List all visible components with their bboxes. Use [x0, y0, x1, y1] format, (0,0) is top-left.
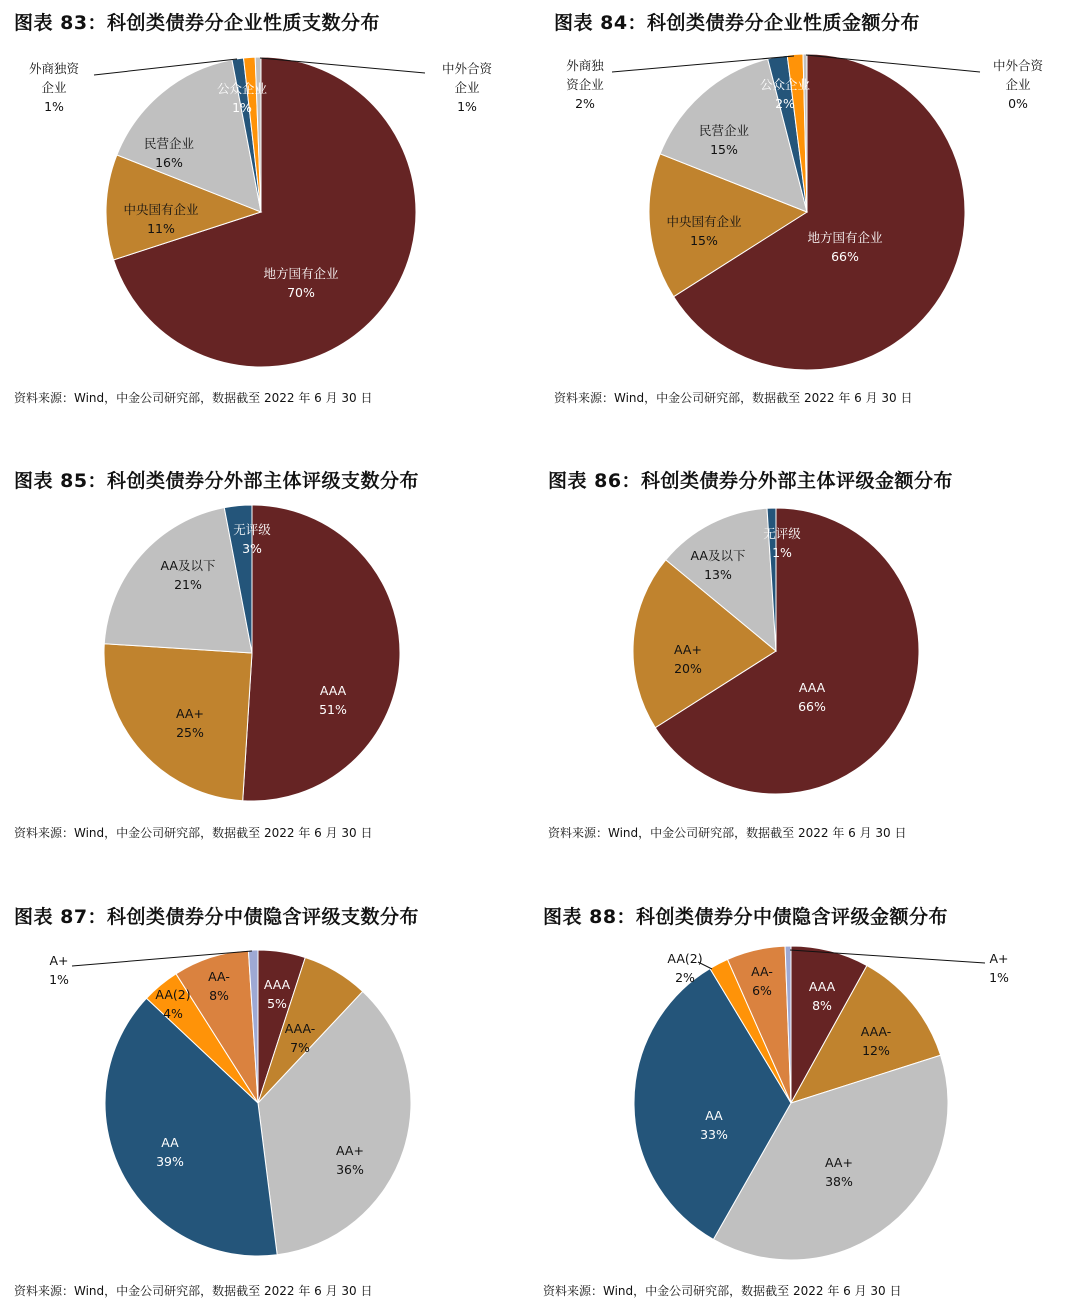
chart-source: 资料来源：Wind，中金公司研究部，数据截至 2022 年 6 月 30 日: [543, 1284, 902, 1298]
pie-chart-5: [634, 946, 1009, 1260]
slice-label: 中外合资企业 0%: [992, 58, 1044, 111]
slice-label: AA-6%: [751, 964, 773, 998]
slice-label: 外商独资企业 2%: [566, 58, 604, 111]
slice-label: AA(2) 2%: [667, 951, 703, 985]
slice-label: 公众企业 1%: [216, 81, 268, 115]
slice-label: 中外合资企业 1%: [441, 61, 493, 114]
chart-title: 图表 84：科创类债券分企业性质金额分布: [554, 12, 921, 34]
pie-slice: [243, 505, 400, 801]
pie-chart-4: [49, 950, 411, 1256]
chart-title: 图表 88：科创类债券分中债隐含评级金额分布: [543, 906, 949, 928]
chart-title: 图表 86：科创类债券分外部主体评级金额分布: [548, 470, 954, 492]
slice-label: 中央国有企业 15%: [666, 214, 742, 248]
chart-source: 资料来源：Wind，中金公司研究部，数据截至 2022 年 6 月 30 日: [14, 1284, 373, 1298]
slice-label: 公众企业 2%: [759, 77, 811, 111]
slice-label: 民营企业 16%: [143, 136, 195, 170]
chart-source: 资料来源：Wind，中金公司研究部，数据截至 2022 年 6 月 30 日: [14, 826, 373, 840]
slice-label: AA+ 25%: [176, 706, 204, 740]
slice-label: 地方国有企业 66%: [807, 230, 883, 264]
chart-source: 资料来源：Wind，中金公司研究部，数据截至 2022 年 6 月 30 日: [14, 391, 373, 405]
slice-label: AAA 8%: [808, 979, 836, 1013]
chart-title: 图表 87：科创类债券分中债隐含评级支数分布: [14, 906, 420, 928]
slice-label: A+ 1%: [989, 951, 1009, 985]
slice-label: A+ 1%: [49, 953, 69, 987]
slice-label: 无评级 1%: [763, 526, 801, 560]
slice-label: 中央国有企业 11%: [123, 202, 199, 236]
slice-label: AA+ 38%: [825, 1155, 853, 1189]
slice-label: 地方国有企业 70%: [263, 266, 339, 300]
slice-label: AA 33%: [700, 1108, 728, 1142]
pie-chart-1: [566, 54, 1043, 370]
slice-label: AAA-12%: [860, 1024, 892, 1058]
chart-source: 资料来源：Wind，中金公司研究部，数据截至 2022 年 6 月 30 日: [554, 391, 913, 405]
slice-label: 民营企业 15%: [698, 123, 750, 157]
slice-label: AA及以下 13%: [690, 548, 746, 582]
chart-source: 资料来源：Wind，中金公司研究部，数据截至 2022 年 6 月 30 日: [548, 826, 907, 840]
chart-title: 图表 85：科创类债券分外部主体评级支数分布: [14, 470, 420, 492]
slice-label: 无评级 3%: [233, 522, 271, 556]
slice-label: AA+ 20%: [674, 642, 702, 676]
slice-label: AA+ 36%: [336, 1143, 364, 1177]
slice-label: AAA 51%: [319, 683, 347, 717]
pie-chart-3: [633, 508, 919, 794]
pie-chart-0: [29, 57, 493, 367]
pie-slice: [104, 644, 252, 801]
slice-label: AA-8%: [208, 969, 230, 1003]
slice-label: AA 39%: [156, 1135, 184, 1169]
slice-label: AAA-7%: [284, 1021, 316, 1055]
chart-title: 图表 83：科创类债券分企业性质支数分布: [14, 12, 381, 34]
slice-label: AA及以下 21%: [160, 558, 216, 592]
slice-label: 外商独资企业 1%: [28, 61, 80, 114]
pie-chart-2: [104, 505, 400, 801]
slice-label: AAA 5%: [263, 977, 291, 1011]
slice-label: AA(2) 4%: [155, 987, 191, 1021]
slice-label: AAA 66%: [798, 680, 826, 714]
